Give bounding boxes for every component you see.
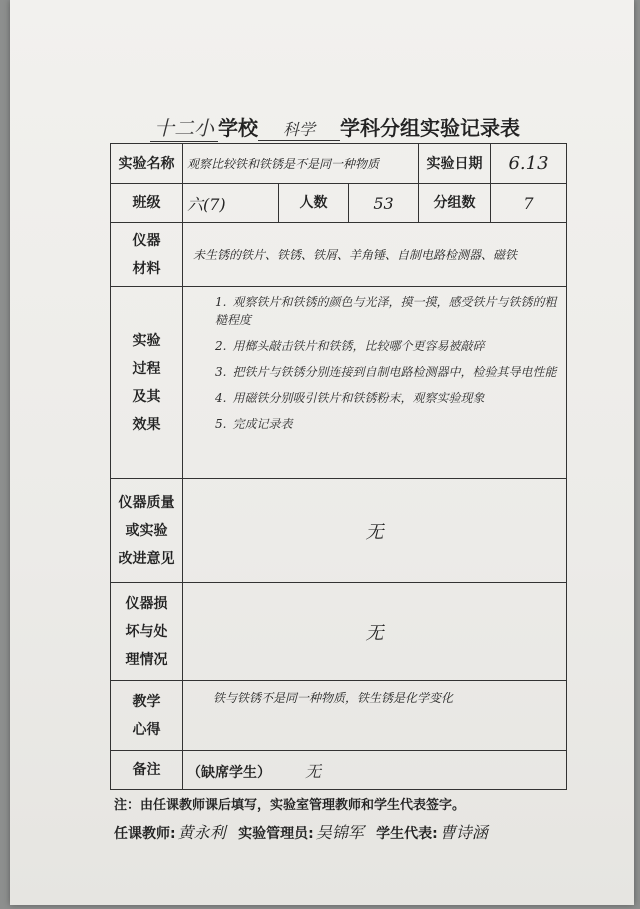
- paper-sheet: [10, 0, 634, 905]
- groups-label: 分组数: [419, 184, 491, 223]
- process-step: [215, 363, 558, 381]
- footer-note: 注：由任课教师课后填写，实验室管理教师和学生代表签字。: [114, 798, 466, 813]
- student-label: 学生代表:: [376, 826, 438, 842]
- process-label-line-3: 及其: [132, 388, 161, 405]
- row-experiment-name: [111, 144, 567, 184]
- damage-label-line-1: 仪器损: [125, 595, 168, 612]
- step-number: 5.: [215, 417, 227, 431]
- experiment-date-value: 6.13: [491, 144, 567, 184]
- step-text: 完成记录表: [232, 417, 293, 431]
- step-number: 1.: [215, 295, 227, 309]
- damage-label-line-2: 坏与处: [125, 623, 168, 640]
- quality-label-line-1: 仪器质量: [118, 494, 175, 511]
- experiment-date-label: 实验日期: [419, 144, 491, 184]
- process-label: [111, 287, 183, 479]
- materials-label: [111, 223, 183, 287]
- materials-value: 未生锈的铁片、铁锈、铁屑、羊角锤、自制电路检测器、磁铁: [183, 223, 567, 287]
- process-label-line-1: 实验: [132, 332, 161, 349]
- absent-students-value: 无: [305, 761, 322, 781]
- absent-students-label: （缺席学生）: [187, 764, 271, 781]
- row-materials: [111, 223, 567, 287]
- materials-label-line-2: 材料: [132, 260, 161, 277]
- school-suffix: 学校: [218, 116, 258, 140]
- row-process: [111, 287, 567, 479]
- teaching-value: 铁与铁锈不是同一种物质，铁生锈是化学变化: [183, 681, 567, 751]
- damage-label: [111, 583, 183, 681]
- process-step: [215, 389, 558, 407]
- people-value: 53: [349, 184, 419, 223]
- process-label-line-2: 过程: [132, 360, 161, 377]
- title-suffix: 学科分组实验记录表: [340, 116, 520, 140]
- step-number: 2.: [215, 339, 227, 353]
- materials-label-line-1: 仪器: [132, 232, 161, 249]
- process-label-line-4: 效果: [132, 416, 161, 433]
- process-value: [183, 287, 567, 479]
- experiment-name-value: 观察比较铁和铁锈是不是同一种物质: [183, 144, 419, 184]
- admin-label: 实验管理员:: [238, 826, 314, 842]
- step-text: 把铁片与铁锈分别连接到自制电路检测器中，检验其导电性能: [232, 365, 557, 379]
- quality-label-line-2: 或实验: [125, 522, 168, 539]
- record-table: [110, 143, 567, 790]
- admin-signature: 吴锦军: [315, 823, 364, 842]
- process-step: [215, 415, 558, 433]
- row-damage: [111, 583, 567, 681]
- remarks-value: [183, 751, 567, 790]
- step-text: 用磁铁分别吸引铁片和铁锈粉末，观察实验现象: [232, 391, 485, 405]
- process-step: [215, 337, 558, 355]
- row-class: [111, 184, 567, 223]
- remarks-label: 备注: [111, 751, 183, 790]
- school-name: 十二小: [150, 112, 218, 142]
- teaching-label-line-1: 教学: [132, 693, 161, 710]
- people-label: 人数: [279, 184, 349, 223]
- teacher-label: 任课教师:: [114, 826, 176, 842]
- groups-value: 7: [491, 184, 567, 223]
- subject-name: 科学: [258, 117, 340, 141]
- step-text: 用榔头敲击铁片和铁锈，比较哪个更容易被敲碎: [232, 339, 485, 353]
- teaching-label: [111, 681, 183, 751]
- process-steps: [187, 289, 562, 433]
- teaching-label-line-2: 心得: [132, 721, 161, 738]
- teacher-signature: 黄永利: [177, 823, 226, 842]
- student-signature: 曹诗涵: [439, 823, 488, 842]
- signature-line: [114, 820, 496, 843]
- step-number: 3.: [215, 365, 227, 379]
- process-step: [215, 293, 558, 329]
- experiment-name-label: 实验名称: [111, 144, 183, 184]
- row-remarks: [111, 751, 567, 790]
- row-teaching: [111, 681, 567, 751]
- form-title: [150, 112, 570, 142]
- quality-value: 无: [183, 479, 567, 583]
- class-value: 六(7): [183, 184, 279, 223]
- row-quality: [111, 479, 567, 583]
- quality-label: [111, 479, 183, 583]
- step-text: 观察铁片和铁锈的颜色与光泽，摸一摸，感受铁片与铁锈的粗糙程度: [215, 295, 557, 327]
- class-label: 班级: [111, 184, 183, 223]
- damage-value: 无: [183, 583, 567, 681]
- quality-label-line-3: 改进意见: [118, 550, 175, 567]
- damage-label-line-3: 理情况: [125, 651, 168, 668]
- step-number: 4.: [215, 391, 227, 405]
